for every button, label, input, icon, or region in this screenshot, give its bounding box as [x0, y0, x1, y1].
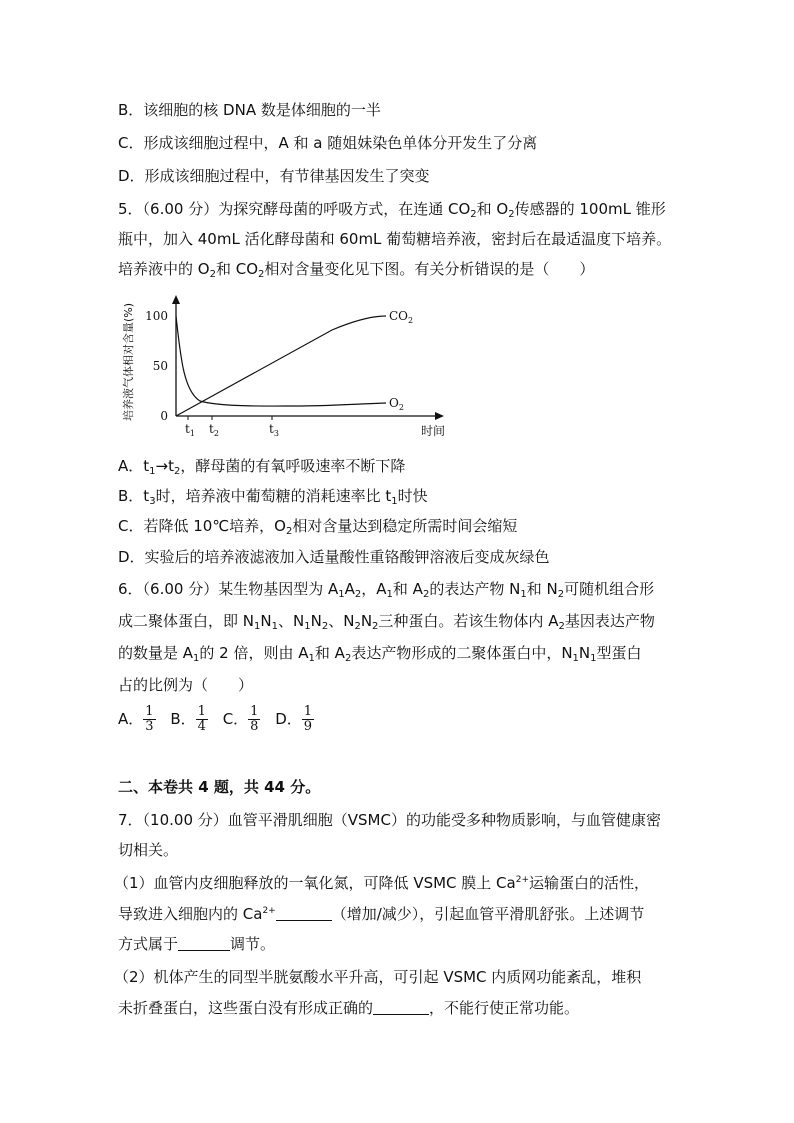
sub: 1	[520, 589, 527, 600]
text: 运输蛋白的活性，	[529, 874, 650, 892]
answer-blank[interactable]	[276, 906, 332, 921]
sub: 1	[572, 653, 579, 664]
x-tick-label: $t_3$	[269, 422, 279, 438]
option-label: D．	[275, 710, 302, 728]
q7-part1-line2	[118, 904, 644, 924]
text: 的 2 倍，则由 A	[199, 644, 309, 662]
y-axis-label: 培养液气体相对含量(%)	[122, 302, 135, 422]
sub: 2	[354, 621, 361, 632]
sub: 1	[271, 621, 278, 632]
x-tick-label: $t_1$	[185, 422, 195, 438]
text: →t	[155, 457, 174, 475]
gas-content-chart	[118, 292, 446, 442]
text: 基因表达产物	[564, 612, 655, 630]
y-axis-arrow	[172, 295, 180, 304]
text: （1）血管内皮细胞释放的一氧化氮，可降低 VSMC 膜上 Ca	[114, 874, 516, 892]
text: 的数量是 A	[118, 644, 194, 662]
q7-part1-line3	[118, 934, 275, 954]
fraction	[302, 705, 314, 734]
q5-option-c	[118, 516, 517, 536]
text: 相对含量达到稳定所需时间会缩短	[292, 517, 518, 535]
text: 培养液中的 O	[118, 260, 210, 278]
answer-blank[interactable]	[373, 1000, 429, 1015]
q4-option-d: D．形成该细胞过程中，有节律基因发生了突变	[118, 167, 430, 185]
sub: 2	[258, 269, 265, 280]
sub: 2	[209, 269, 216, 280]
x-tick-sub: 2	[213, 429, 219, 438]
denominator: 8	[250, 719, 259, 734]
text: 三种蛋白。若该生物体内 A	[378, 612, 559, 630]
text: （增加/减少），引起血管平滑肌舒张。上述调节	[331, 905, 645, 923]
option-label: B．	[170, 710, 196, 728]
q7-part1-line1	[114, 873, 649, 893]
text: ，A	[361, 580, 387, 598]
sub: 2	[508, 209, 515, 220]
text: 导致进入细胞内的 Ca	[118, 905, 263, 923]
q5-stem-line1	[118, 199, 666, 219]
text: 6．（6.00 分）某生物基因型为 A	[118, 580, 339, 598]
sub: 2	[557, 589, 565, 600]
q4-option-b: B．该细胞的核 DNA 数是体细胞的一半	[118, 101, 381, 119]
q4-option-c: C．形成该细胞过程中，A 和 a 随姐妹染色单体分开发生了分离	[118, 134, 538, 152]
numerator: 1	[250, 704, 259, 719]
denominator: 3	[145, 719, 154, 734]
q5-option-b	[118, 486, 428, 506]
fraction	[143, 705, 155, 734]
sub: 1	[391, 496, 398, 507]
sub: 2	[372, 621, 379, 632]
x-axis-arrow	[435, 412, 444, 420]
text: N	[578, 644, 591, 662]
numerator: 1	[197, 704, 206, 719]
text: 、N	[277, 612, 305, 630]
text: ，不能行使正常功能。	[429, 999, 580, 1017]
q7-part2-line2	[118, 998, 579, 1018]
denominator: 4	[197, 719, 206, 734]
co2-series-label: $CO_2$	[389, 309, 414, 325]
sup: 2+	[515, 875, 529, 885]
section-2-title: 二、本卷共 4 题，共 44 分。	[118, 778, 321, 796]
text: 和 CO	[215, 260, 259, 278]
text: 、N	[328, 612, 355, 630]
option-label: A．	[118, 710, 144, 728]
q6-option-d	[275, 703, 314, 735]
q6-option-a	[118, 703, 156, 735]
fraction	[196, 705, 208, 734]
q5-head: 5．（6.00 分）为探究酵母菌的呼吸方式，在连通 CO	[118, 200, 471, 218]
text: A．t	[118, 457, 150, 475]
q5-option-a	[118, 456, 405, 476]
text: A	[344, 580, 355, 598]
y-tick-label: 0	[160, 409, 168, 423]
text: 和 A	[392, 580, 423, 598]
o2-line	[176, 316, 386, 406]
co2-line	[176, 316, 386, 416]
q7-part2-line1: （2）机体产生的同型半胱氨酸水平升高，可引起 VSMC 内质网功能紊乱，堆积	[114, 968, 642, 986]
sub: 1	[308, 653, 315, 664]
sub: 2	[285, 526, 293, 537]
text: 可随机组合形	[564, 580, 655, 598]
q5-stem-line3	[118, 259, 594, 279]
q6-options	[118, 703, 324, 735]
text: 传感器的 100mL 锥形	[514, 200, 666, 218]
sub: 2	[321, 621, 329, 632]
sup: 2+	[262, 906, 276, 916]
q6-stem-line4: 占的比例为（ ）	[118, 676, 254, 694]
fraction	[248, 705, 260, 734]
y-tick-label: 100	[145, 309, 168, 323]
sub: 1	[590, 653, 597, 664]
x-axis-label: 时间	[421, 424, 446, 438]
text: N	[360, 612, 373, 630]
text: 时，培养液中葡萄糖的消耗速率比 t	[155, 487, 392, 505]
sub: 1	[254, 621, 261, 632]
numerator: 1	[303, 704, 313, 719]
y-tick-label: 50	[152, 359, 168, 373]
text: C．若降低 10℃培养，O	[118, 517, 286, 535]
sub: 1	[386, 589, 393, 600]
sub: 1	[338, 589, 345, 600]
q5-stem-line2: 瓶中，加入 40mL 活化酵母菌和 60mL 葡萄糖培养液，密封后在最适温度下培养。	[118, 230, 672, 248]
text: 调节。	[230, 935, 276, 953]
text: 方式属于	[118, 935, 179, 953]
text: 相对含量变化见下图。有关分析错误的是（ ）	[264, 260, 595, 278]
answer-blank[interactable]	[178, 936, 230, 951]
text: 型蛋白	[596, 644, 642, 662]
text: 未折叠蛋白，这些蛋白没有形成正确的	[118, 999, 374, 1017]
sub: 1	[193, 653, 200, 664]
text: 成二聚体蛋白，即 N	[118, 612, 254, 630]
text: ，酵母菌的有氧呼吸速率不断下降	[180, 457, 406, 475]
x-tick-sub: 3	[273, 429, 279, 438]
sub: 3	[149, 496, 156, 507]
x-tick-sub: 1	[189, 429, 195, 438]
sub: 1	[304, 621, 311, 632]
sub: 2	[173, 466, 181, 477]
o2-series-label: $O_2$	[389, 396, 404, 412]
text: B．t	[118, 487, 150, 505]
sub: 2	[354, 589, 362, 600]
option-label: C．	[222, 710, 249, 728]
o2-label-sub: 2	[398, 403, 404, 412]
co2-label-sub: 2	[408, 316, 414, 325]
q6-option-b	[170, 703, 208, 735]
text: N	[310, 612, 322, 630]
q7-stem-line2: 切相关。	[118, 841, 179, 859]
q6-stem-line1	[118, 579, 654, 599]
q7-stem-line1: 7．（10.00 分）血管平滑肌细胞（VSMC）的功能受多种物质影响，与血管健康密	[118, 811, 661, 829]
sub: 2	[558, 621, 565, 632]
ticks-group	[145, 309, 445, 438]
sub: 2	[422, 589, 430, 600]
text: 和 A	[314, 644, 345, 662]
series-group	[176, 309, 413, 416]
q6-option-c	[223, 703, 261, 735]
numerator: 1	[145, 704, 154, 719]
q6-stem-line3	[118, 643, 642, 663]
text: 和 N	[526, 580, 558, 598]
sub: 1	[149, 466, 156, 477]
q5-option-d: D．实验后的培养液滤液加入适量酸性重铬酸钾溶液后变成灰绿色	[118, 548, 550, 566]
text: 表达产物形成的二聚体蛋白中，N	[351, 644, 573, 662]
q6-stem-line2	[118, 611, 655, 631]
sub: 2	[344, 653, 352, 664]
x-tick-label: $t_2$	[209, 422, 219, 438]
sub: 2	[470, 209, 477, 220]
text: N	[260, 612, 272, 630]
denominator: 9	[303, 719, 313, 734]
text: 和 O	[476, 200, 509, 218]
text: 时快	[397, 487, 428, 505]
text: 的表达产物 N	[429, 580, 521, 598]
